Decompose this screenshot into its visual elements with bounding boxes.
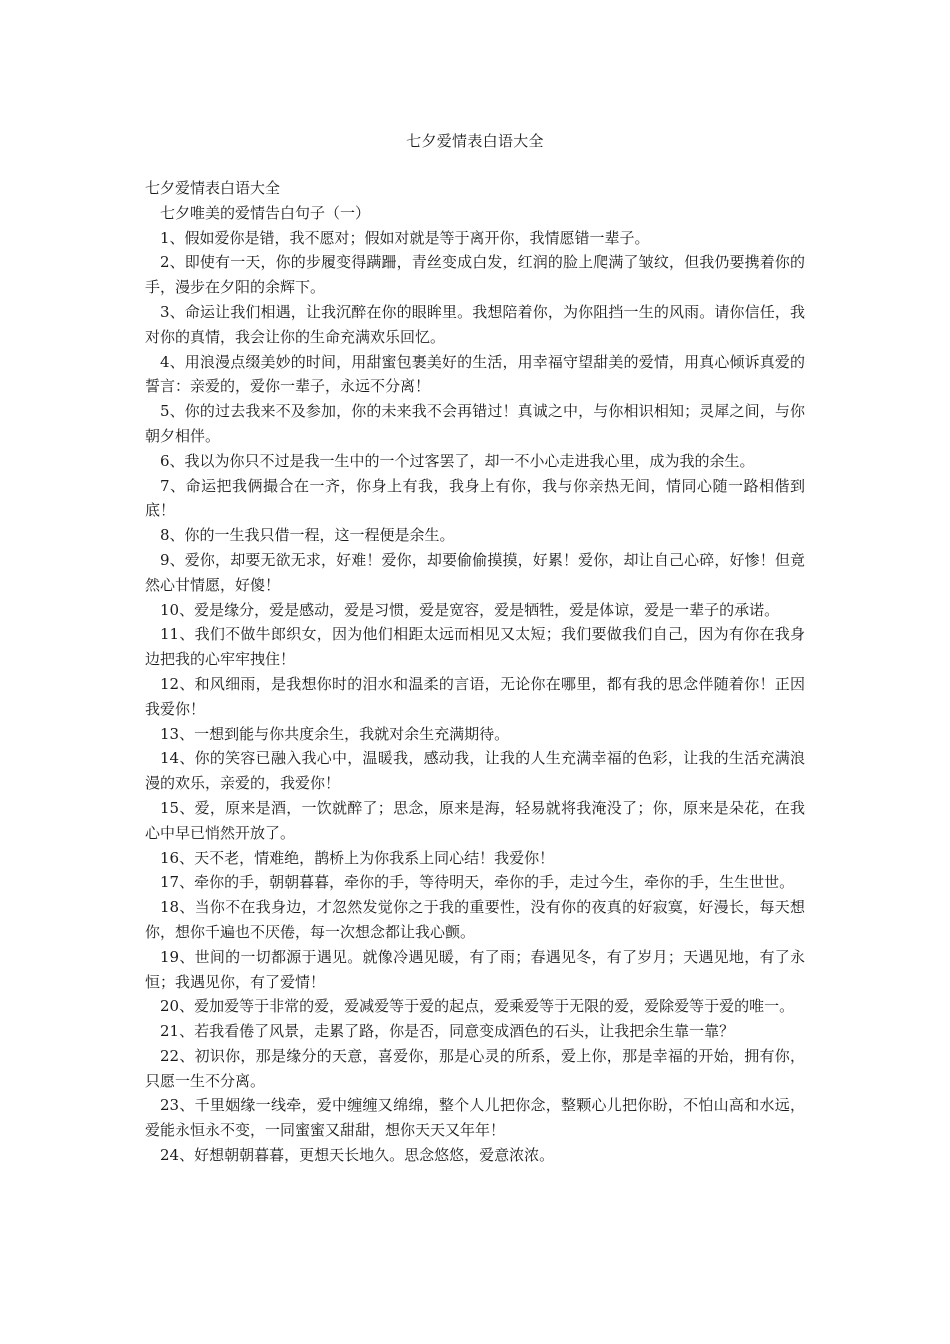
quote-item-8: 8、你的一生我只借一程，这一程便是余生。 <box>160 526 455 545</box>
quote-item-21: 21、若我看倦了风景，走累了路，你是否，同意变成酒色的石头，让我把余生靠一靠？ <box>160 1022 735 1041</box>
quote-item-12: 12、和风细雨，是我想你时的泪水和温柔的言语，无论你在哪里，都有我的思念伴随着你！正因我爱你！ <box>145 674 805 718</box>
quote-list <box>145 226 805 1168</box>
quote-item-18: 18、当你不在我身边，才忽然发觉你之于我的重要性，没有你的夜真的好寂寞，好漫长，每天想你，想你千遍也不厌倦，每一次想念都让我心颤。 <box>145 898 805 941</box>
quote-item-4: 4、用浪漫点缀美妙的时间，用甜蜜包裹美好的生活，用幸福守望甜美的爱情，用真心倾诉真爱的誓言：亲爱的，爱你一辈子，永远不分离！ <box>145 352 805 396</box>
quote-item-14: 14、你的笑容已融入我心中，温暖我，感动我，让我的人生充满幸福的色彩，让我的生活充满浪漫的欢乐，亲爱的，我爱你！ <box>145 749 805 793</box>
quote-item-9: 9、爱你，却要无欲无求，好难！爱你，却要偷偷摸摸，好累！爱你，却让自己心碎，好惨！但竟然心甘情愿，好傻！ <box>145 550 805 594</box>
quote-item-19: 19、世间的一切都源于遇见。就像冷遇见暖，有了雨；春遇见冬，有了岁月；天遇见地，有了永恒；我遇见你，有了爱情！ <box>145 947 805 991</box>
quote-item-1: 1、假如爱你是错，我不愿对；假如对就是等于离开你，我情愿错一辈子。 <box>160 228 650 247</box>
quote-item-23: 23、千里姻缘一线牵，爱中缠缠又绵绵，整个人儿把你念，整颗心儿把你盼，不怕山高和水远，爱能永恒永不变，一同蜜蜜又甜甜，想你天天又年年！ <box>145 1096 805 1140</box>
quote-item-5: 5、你的过去我来不及参加，你的未来我不会再错过！真诚之中，与你相识相知；灵犀之间，与你朝夕相伴。 <box>145 402 805 445</box>
section-heading: 七夕爱情表白语大全 <box>145 179 281 197</box>
quote-item-3: 3、命运让我们相遇，让我沉醉在你的眼眸里。我想陪着你，为你阻挡一生的风雨。请你信任，我对你的真情，我会让你的生命充满欢乐回忆。 <box>145 302 805 346</box>
quote-item-17: 17、牵你的手，朝朝暮暮，牵你的手，等待明天，牵你的手，走过今生，牵你的手，生生世世。 <box>160 873 795 892</box>
quote-item-10: 10、爱是缘分，爱是感动，爱是习惯，爱是宽容，爱是牺牲，爱是体谅，爱是一辈子的承诺。 <box>160 600 780 619</box>
quote-item-24: 24、好想朝朝暮暮，更想天长地久。思念悠悠，爱意浓浓。 <box>160 1146 555 1165</box>
quote-item-15: 15、爱，原来是酒，一饮就醉了；思念，原来是海，轻易就将我淹没了；你，原来是朵花，在我心中早已悄然开放了。 <box>145 798 805 842</box>
section-subheading: 七夕唯美的爱情告白句子（一） <box>160 203 371 222</box>
quote-item-13: 13、一想到能与你共度余生，我就对余生充满期待。 <box>160 724 510 743</box>
quote-item-16: 16、天不老，情难绝，鹊桥上为你我系上同心结！我爱你！ <box>160 848 555 867</box>
document-body <box>145 176 805 1168</box>
quote-item-6: 6、我以为你只不过是我一生中的一个过客罢了，却一不小心走进我心里，成为我的余生。 <box>160 451 755 470</box>
quote-item-7: 7、命运把我俩撮合在一齐，你身上有我，我身上有你，我与你亲热无间，情同心随一路相偕到底！ <box>145 476 805 520</box>
document-title: 七夕爱情表白语大全 <box>406 132 544 150</box>
quote-item-22: 22、初识你，那是缘分的天意，喜爱你，那是心灵的所系，爱上你，那是幸福的开始，拥有你，只愿一生不分离。 <box>145 1046 805 1090</box>
quote-item-11: 11、我们不做牛郎织女，因为他们相距太远而相见又太短；我们要做我们自己，因为有你在我身边把我的心牢牢拽住！ <box>145 625 805 669</box>
quote-item-20: 20、爱加爱等于非常的爱，爱减爱等于爱的起点，爱乘爱等于无限的爱，爱除爱等于爱的唯一。 <box>160 997 795 1016</box>
quote-item-2: 2、即使有一天，你的步履变得蹒跚，青丝变成白发，红润的脸上爬满了皱纹，但我仍要携着你的手，漫步在夕阳的余辉下。 <box>145 253 805 297</box>
